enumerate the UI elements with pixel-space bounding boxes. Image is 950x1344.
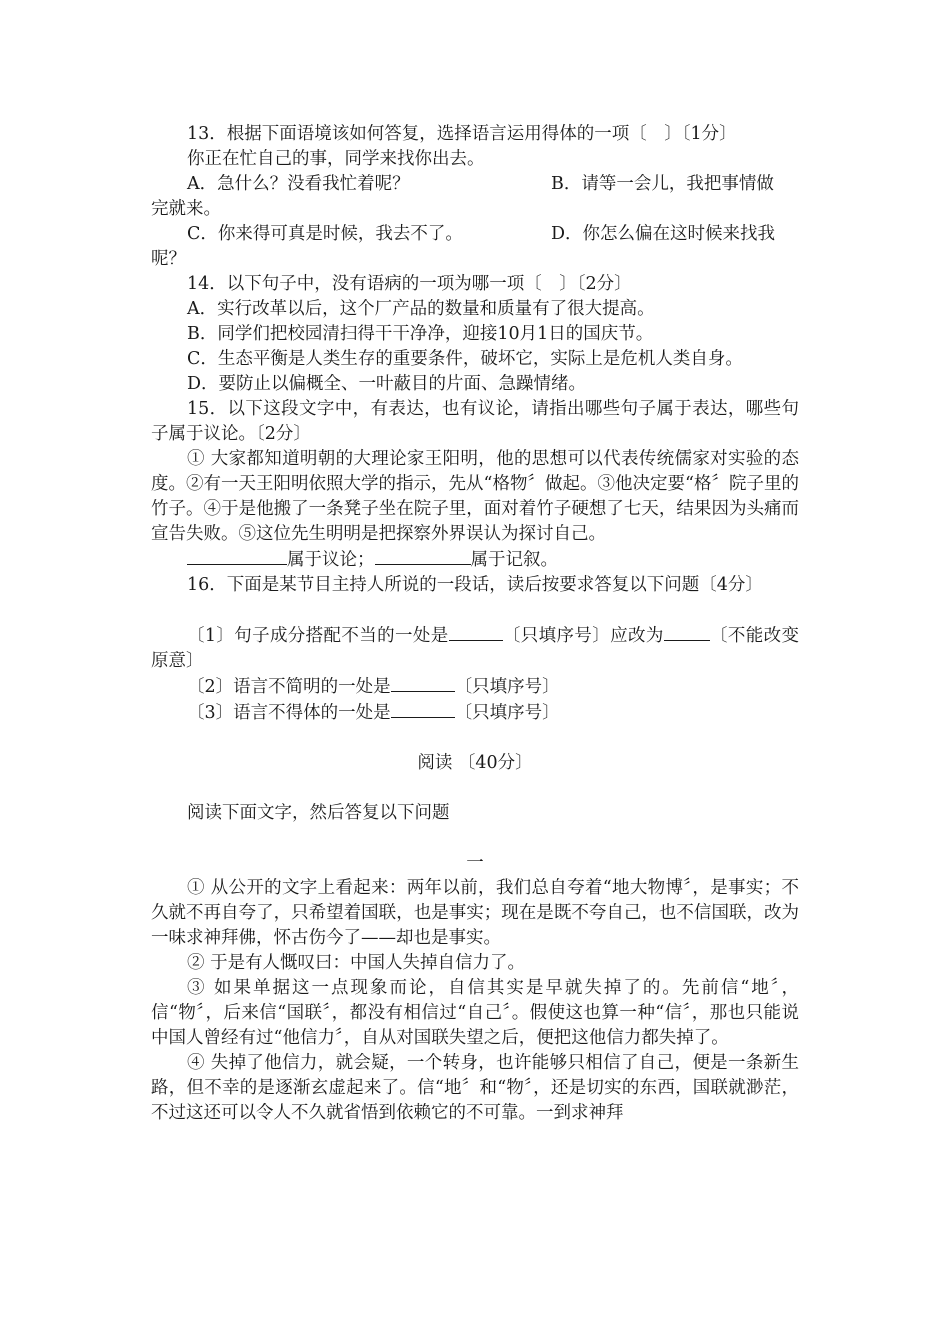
q14-stem: 14．以下句子中，没有语病的一项为哪一项〔 〕〔2分〕	[187, 274, 632, 294]
q15-passage: ① 大家都知道明朝的大理论家王阳明，他的思想可以代表传统儒家对实验的态度。②有一天王阳明依照大学的指示，先从“格物〞做起。③他决定要“格〞院子里的竹子。④于是他搬了一条凳子坐在院子里，面对着竹子硬想了七天，结果因为头痛而宣告失败。⑤这位先生明明是把探察外界误认为探讨自己。	[151, 449, 799, 544]
q16-blank-1-fix[interactable]	[664, 623, 710, 641]
q16-sub-2	[151, 674, 799, 700]
q16-sub-1	[151, 623, 799, 674]
reading-paragraph-4: ④ 失掉了他信力，就会疑，一个转身，也许能够只相信了自己，便是一条新生路，但不幸的是逐渐玄虚起来了。信“地〞和“物〞，还是切实的东西，国联就渺茫，不过这还可以令人不久就省悟到依赖它的不可靠。一到求神拜	[151, 1053, 799, 1123]
q16-sub-1-c: 〔不能改变原意〕	[151, 626, 799, 671]
q13-option-b-continued: 完就来。	[151, 199, 221, 219]
q16-sub-1-a: 〔1〕句子成分搭配不当的一处是	[187, 626, 449, 646]
q13-options-row-2	[151, 222, 799, 247]
q14-option-d: D．要防止以偏概全、一叶蔽目的片面、急躁情绪。	[187, 374, 587, 394]
section-gap	[151, 726, 799, 751]
q15-blank-argument[interactable]	[187, 547, 287, 565]
q14-option-b: B．同学们把校园清扫得干干净净，迎接10月1日的国庆节。	[187, 324, 654, 344]
reading-part-number: 一	[466, 853, 484, 873]
q13-option-d: D．你怎么偏在这时候来找我	[551, 224, 776, 244]
q16-sub-2-a: 〔2〕语言不简明的一处是	[187, 677, 391, 697]
document-body	[151, 122, 799, 1126]
q16-sub-3-b: 〔只填序号〕	[454, 703, 560, 723]
q13-options-row-1	[151, 172, 799, 197]
q13-option-b: B．请等一会儿，我把事情做	[551, 174, 774, 194]
q14-option-c: C．生态平衡是人类生存的重要条件，破坏它，实际上是危机人类自身。	[187, 349, 743, 369]
q16-sub-3-a: 〔3〕语言不得体的一处是	[187, 703, 391, 723]
q13-option-a: A．急什么？没看我忙着呢？	[187, 174, 410, 194]
reading-paragraph-1: ① 从公开的文字上看起来：两年以前，我们总自夸着“地大物博〞，是事实；不久就不再自夸了，只希望着国联，也是事实；现在是既不夸自己，也不信国联，改为一味求神拜佛，怀古伤今了——却也是事实。	[151, 878, 799, 948]
q13-stem: 13．根据下面语境该如何答复，选择语言运用得体的一项〔 〕〔1分〕	[187, 124, 737, 144]
section-gap	[151, 826, 799, 851]
q13-option-d-continued: 呢？	[151, 249, 186, 269]
reading-intro: 阅读下面文字，然后答复以下问题	[187, 803, 450, 823]
q16-blank-2[interactable]	[391, 674, 455, 692]
q16-blank-1[interactable]	[449, 623, 503, 641]
q13-context: 你正在忙自己的事，同学来找你出去。	[187, 149, 485, 169]
blank-line-gap	[151, 598, 799, 623]
q16-sub-3	[151, 700, 799, 726]
q13-option-c: C．你来得可真是时候，我去不了。	[187, 224, 463, 244]
reading-paragraph-3: ③ 如果单据这一点现象而论，自信其实是早就失掉了的。先前信“地〞，信“物〞，后来信“国联〞，都没有相信过“自己〞。假使这也算一种“信〞，那也只能说中国人曾经有过“他信力〞，自从对国联失望之后，便把这他信力都失掉了。	[151, 978, 799, 1048]
q14-option-a: A．实行改革以后，这个厂产品的数量和质量有了很大提高。	[187, 299, 655, 319]
q15-blank-narrative[interactable]	[375, 547, 471, 565]
reading-heading: 阅读 〔40分〕	[417, 753, 533, 773]
q15-answer-a: 属于议论；	[287, 550, 375, 570]
q15-stem: 15．以下这段文字中，有表达，也有议论，请指出哪些句子属于表达，哪些句子属于议论。〔2分〕	[151, 399, 799, 444]
section-gap	[151, 776, 799, 801]
q15-answer-b: 属于记叙。	[470, 550, 558, 570]
q16-sub-2-b: 〔只填序号〕	[454, 677, 560, 697]
q16-stem: 16．下面是某节目主持人所说的一段话，读后按要求答复以下问题〔4分〕	[187, 575, 763, 595]
reading-paragraph-2: ② 于是有人慨叹曰：中国人失掉自信力了。	[187, 953, 526, 973]
q16-sub-1-b: 〔只填序号〕应改为	[502, 626, 664, 646]
q15-answer-line	[151, 547, 799, 573]
q16-blank-3[interactable]	[391, 700, 455, 718]
